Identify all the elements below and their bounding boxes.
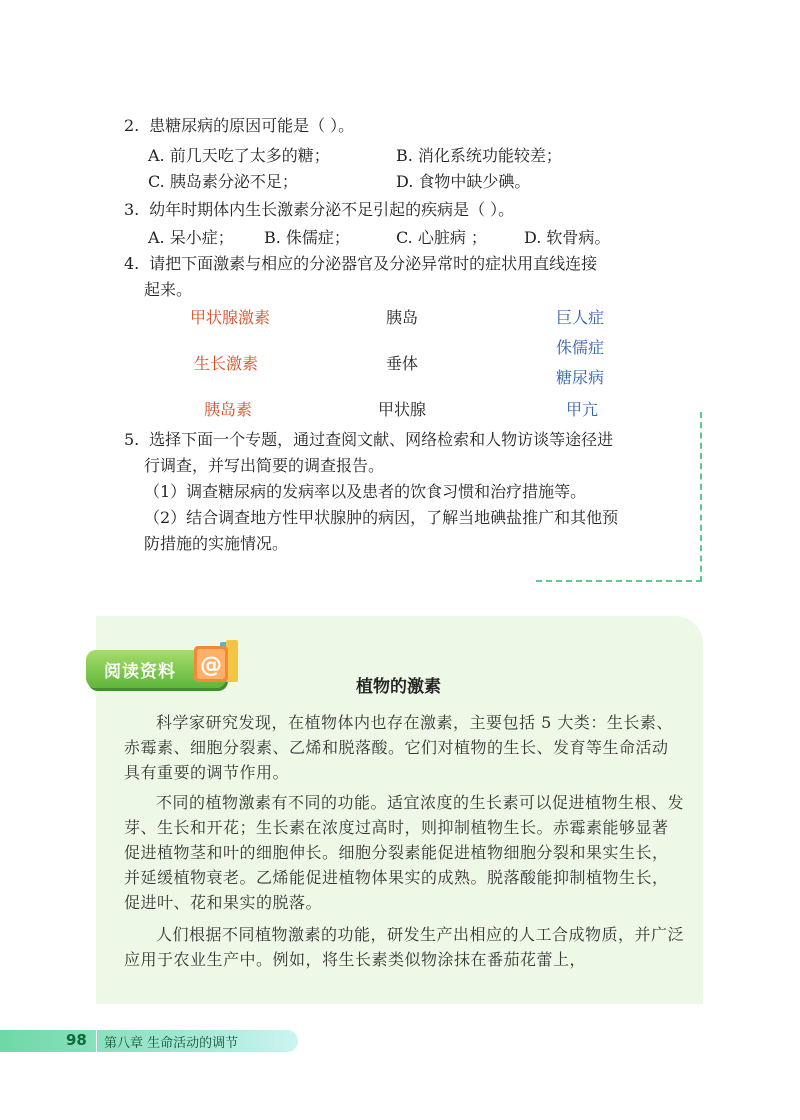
symptom-dwarfism: 侏儒症 — [556, 338, 605, 357]
paragraph-text: 不同的植物激素有不同的功能。适宜浓度的生长素可以促进植物生根、发芽、生长和开花；生长素在浓度过高时，则抑制植物生长。赤霉素能够显著促进植物茎和叶的细胞伸长。细胞分裂素能促进植物细胞分裂和果实生长，并延缓植物衰老。乙烯能促进植物体果实的成熟。脱落酸能抑制植物生长，促进叶、花和果实的脱落。 — [124, 793, 685, 912]
option-b: B. 侏儒症； — [264, 228, 350, 247]
option-c: C. 心脏病 ； — [396, 228, 487, 247]
question-text-continued: 行调查，并写出简要的调查报告。 — [144, 456, 385, 475]
option-d: D. 食物中缺少碘。 — [396, 172, 531, 191]
reading-paragraph-3 — [124, 922, 684, 972]
question-text: 患糖尿病的原因可能是（ ）。 — [149, 116, 355, 135]
question-number: 4. — [124, 254, 140, 273]
question-text: 选择下面一个专题，通过查阅文献、网络检索和人物访谈等途径进 — [149, 430, 614, 449]
dashed-border-vertical — [700, 412, 702, 582]
symptom-gigantism: 巨人症 — [556, 308, 605, 327]
reading-paragraph-1 — [124, 710, 684, 785]
question-number: 2. — [124, 116, 140, 135]
task-item-2: （2）结合调查地方性甲状腺肿的病因，了解当地碘盐推广和其他预 — [144, 508, 619, 527]
option-a: A. 呆小症； — [148, 228, 234, 247]
task-item-2-continued: 防措施的实施情况。 — [144, 534, 289, 553]
books-icon — [190, 636, 242, 688]
option-a: A. 前几天吃了太多的糖； — [148, 146, 330, 165]
organ-thyroid: 甲状腺 — [378, 400, 427, 419]
reading-paragraph-2 — [124, 790, 684, 915]
option-b: B. 消化系统功能较差； — [396, 146, 562, 165]
reading-title: 植物的激素 — [356, 677, 441, 697]
question-text: 幼年时期体内生长激素分泌不足引起的疾病是（ ）。 — [149, 200, 515, 219]
chapter-title: 第八章 生命活动的调节 — [104, 1036, 239, 1051]
dashed-border-horizontal — [536, 580, 702, 582]
option-c: C. 胰岛素分泌不足； — [148, 172, 298, 191]
question-number: 3. — [124, 200, 140, 219]
paragraph-text: 人们根据不同植物激素的功能，研发生产出相应的人工合成物质，并广泛应用于农业生产中。例如，将生长素类似物涂抹在番茄花蕾上， — [124, 925, 685, 969]
task-item-1: （1）调查糖尿病的发病率以及患者的饮食习惯和治疗措施等。 — [144, 482, 587, 501]
paragraph-text: 科学家研究发现，在植物体内也存在激素，主要包括 5 大类：生长素、赤霉素、细胞分裂素、乙烯和脱落酸。它们对植物的生长、发育等生命活动具有重要的调节作用。 — [124, 713, 673, 782]
organ-islet: 胰岛 — [386, 308, 419, 327]
hormone-growth: 生长激素 — [194, 354, 259, 373]
organ-pituitary: 垂体 — [386, 354, 419, 373]
question-number: 5. — [124, 430, 140, 449]
at-symbol: @ — [200, 653, 222, 678]
footer-separator — [96, 1030, 97, 1052]
symptom-hyperthyroidism: 甲亢 — [566, 400, 599, 419]
hormone-thyroid: 甲状腺激素 — [190, 308, 271, 327]
symptom-diabetes: 糖尿病 — [556, 368, 605, 387]
question-text: 请把下面激素与相应的分泌器官及分泌异常时的症状用直线连接 — [149, 254, 598, 273]
question-2 — [124, 114, 354, 138]
option-d: D. 软骨病。 — [524, 228, 611, 247]
question-3 — [124, 198, 514, 222]
question-5 — [124, 428, 613, 452]
reading-tab-label: 阅读资料 — [104, 662, 176, 682]
question-4 — [124, 252, 597, 276]
page-number: 98 — [66, 1031, 87, 1049]
hormone-insulin: 胰岛素 — [204, 400, 253, 419]
question-text-continued: 起来。 — [144, 280, 193, 299]
